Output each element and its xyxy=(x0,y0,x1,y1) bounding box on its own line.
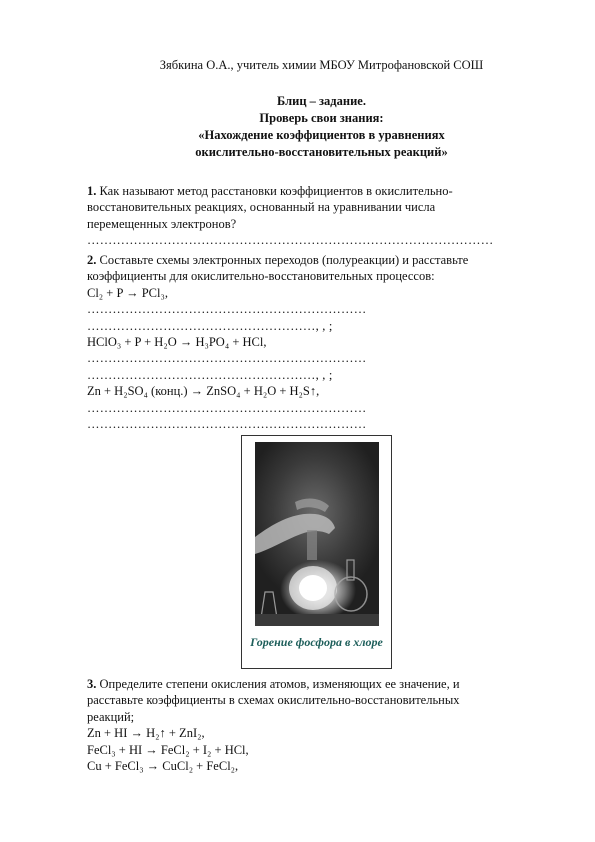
title-block xyxy=(0,93,595,161)
question-2 xyxy=(87,252,527,432)
figure-caption xyxy=(242,635,391,650)
question-1-answer-line: …………………………………………………………………………………… xyxy=(87,233,494,248)
equation-fecl3-hi: FeCl₃ + HI → FeCl₂ + I₂ + HCl, xyxy=(87,742,249,757)
answer-line: ………………………………………………, , ; xyxy=(87,367,333,382)
question-1-number: 1. xyxy=(87,184,97,198)
photo-illustration xyxy=(255,442,379,626)
phosphorus-burning-photo xyxy=(255,442,379,626)
question-3-text-1: Определите степени окисления атомов, изменяющих ее значение, и xyxy=(96,677,460,691)
answer-line: ………………………………………………………… xyxy=(87,417,367,432)
answer-line: ………………………………………………………… xyxy=(87,302,367,317)
equation-cl2-p: Cl₂ + P → PCl₃, xyxy=(87,285,168,300)
title-line-2: Проверь свои знания: xyxy=(259,111,384,125)
equation-zn-hi: Zn + HI → H₂↑ + ZnI₂, xyxy=(87,726,205,741)
question-1-line-3: перемещенных электронов? xyxy=(87,216,237,231)
question-2-line-1 xyxy=(87,252,527,268)
question-3-line-2: расставьте коэффициенты в схемах окислительно-восстановительных xyxy=(87,693,460,708)
question-2-text-1: Составьте схемы электронных переходов (полуреакции) и расставьте xyxy=(96,253,469,267)
answer-line: ………………………………………………, , ; xyxy=(87,318,333,333)
title-line-4: окислительно-восстановительных реакций» xyxy=(195,145,448,159)
title-line-1: Блиц – задание. xyxy=(277,94,366,108)
figure-box xyxy=(241,435,392,669)
question-1-line-1 xyxy=(87,183,527,199)
question-3-line-1 xyxy=(87,676,527,692)
question-1 xyxy=(87,183,527,249)
answer-line: ………………………………………………………… xyxy=(87,400,367,415)
equation-zn-h2so4: Zn + H₂SO₄ (конц.) → ZnSO₄ + H₂O + H₂S↑, xyxy=(87,384,320,399)
question-2-number: 2. xyxy=(87,253,97,267)
question-1-line-2: восстановительных реакциях, основанный на уравнивании числа xyxy=(87,200,436,215)
figure-caption-text: Горение фосфора в хлоре xyxy=(250,635,383,649)
equation-hclo3-p: HClO₃ + P + H₂O → H₃PO₄ + HCl, xyxy=(87,335,267,350)
question-3-number: 3. xyxy=(87,677,97,691)
question-2-line-2: коэффициенты для окислительно-восстановительных процессов: xyxy=(87,269,435,284)
question-1-text-1: Как называют метод расстановки коэффициентов в окислительно- xyxy=(96,184,453,198)
question-3 xyxy=(87,676,527,774)
answer-line: ………………………………………………………… xyxy=(87,351,367,366)
author-line: Зябкина О.А., учитель химии МБОУ Митрофановской СОШ xyxy=(159,58,484,72)
title-line-3: «Нахождение коэффициентов в уравнениях xyxy=(198,128,445,142)
equation-cu-fecl3: Cu + FeCl₃ → CuCl₂ + FeCl₂, xyxy=(87,759,239,774)
question-3-line-3: реакций; xyxy=(87,709,135,724)
